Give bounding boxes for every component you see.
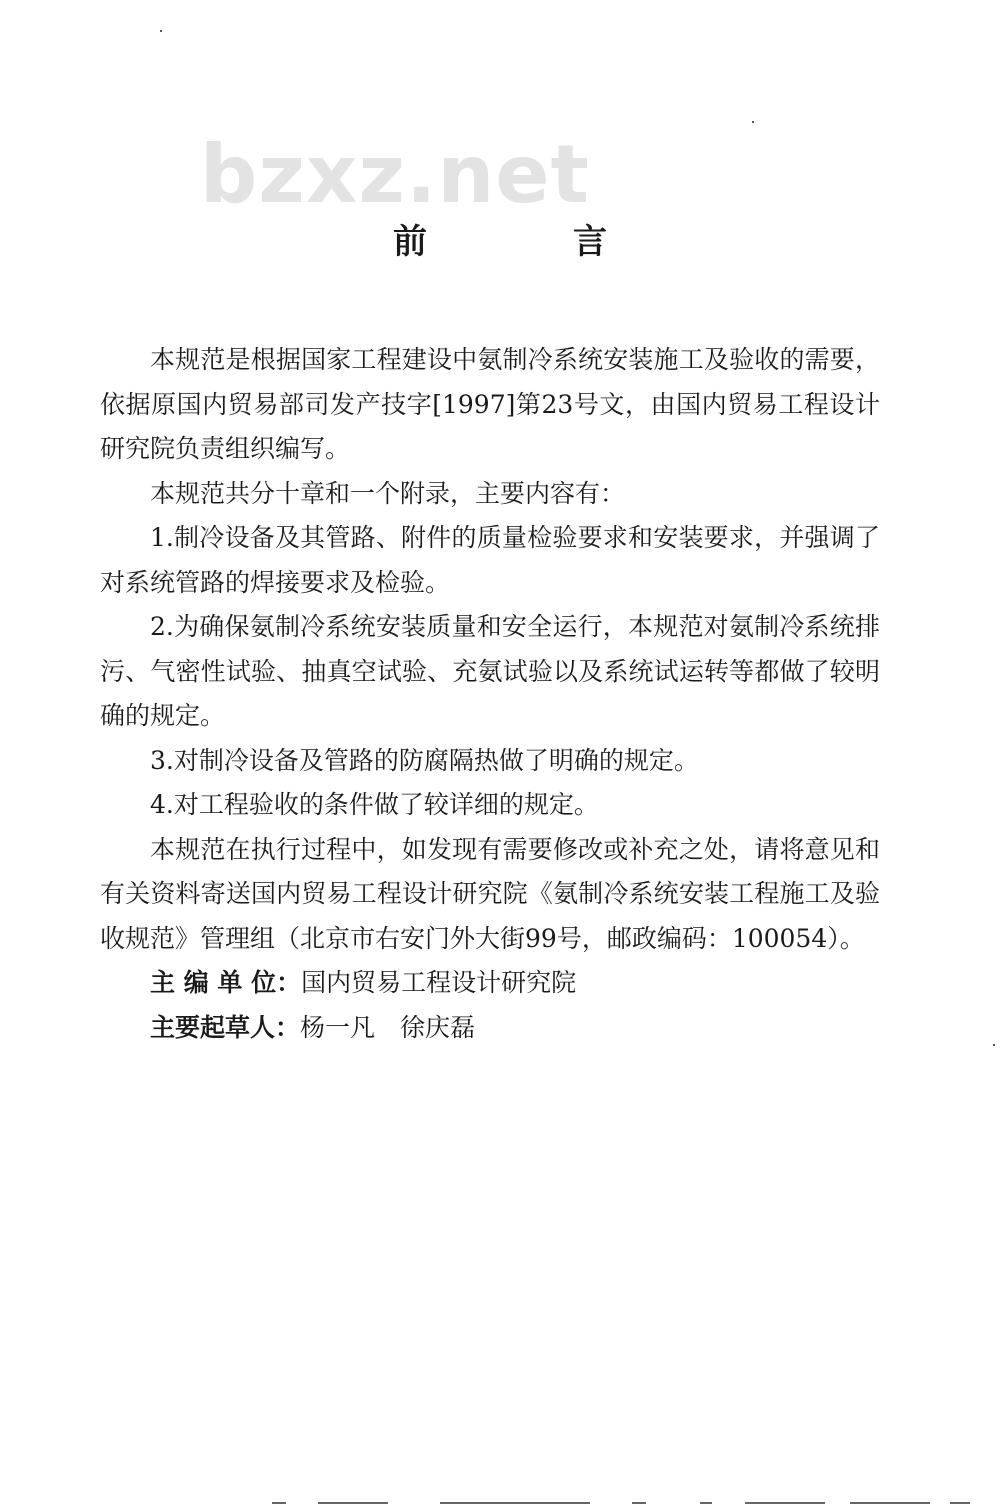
scan-speck [160, 30, 162, 32]
paragraph-item-1: 1.制冷设备及其管路、附件的质量检验要求和安装要求，并强调了对系统管路的焊接要求及检验。 [100, 523, 880, 597]
paragraph-item-2: 2.为确保氨制冷系统安装质量和安全运行，本规范对氨制冷系统排污、气密性试验、抽真空试验、充氨试验以及系统试运转等都做了较明确的规定。 [100, 612, 880, 730]
paragraph-contents-intro: 本规范共分十章和一个附录，主要内容有： [150, 478, 626, 508]
scan-speck [752, 121, 754, 123]
drafters-line [100, 1006, 880, 1051]
paragraph-item-4: 4.对工程验收的条件做了较详细的规定。 [150, 790, 599, 819]
scan-speck [993, 1044, 995, 1046]
drafters-value: 杨一凡 徐庆磊 [300, 1012, 476, 1042]
paragraph-item-3: 3.对制冷设备及管路的防腐隔热做了明确的规定。 [150, 745, 699, 775]
editor-unit-line [100, 961, 880, 1006]
page-title: 前 言 [393, 222, 663, 262]
paragraph-feedback: 本规范在执行过程中，如发现有需要修改或补充之处，请将意见和有关资料寄送国内贸易工程设计研究院《氨制冷系统安装工程施工及验收规范》管理组（北京市右安门外大街99号，邮政编码：100054）。 [100, 834, 880, 953]
paragraph-purpose: 本规范是根据国家工程建设中氨制冷系统安装施工及验收的需要，依据原国内贸易部司发产技字[1997]第23号文，由国内贸易工程设计研究院负责组织编写。 [100, 345, 880, 463]
editor-unit-value: 国内贸易工程设计研究院 [301, 968, 577, 997]
editor-unit-label: 主 编 单 位： [150, 968, 302, 997]
scan-bottom-edge [0, 1496, 1000, 1509]
drafters-label: 主要起草人： [150, 1012, 301, 1042]
watermark: bzxz.net [200, 128, 590, 221]
preface-body [100, 338, 880, 1050]
